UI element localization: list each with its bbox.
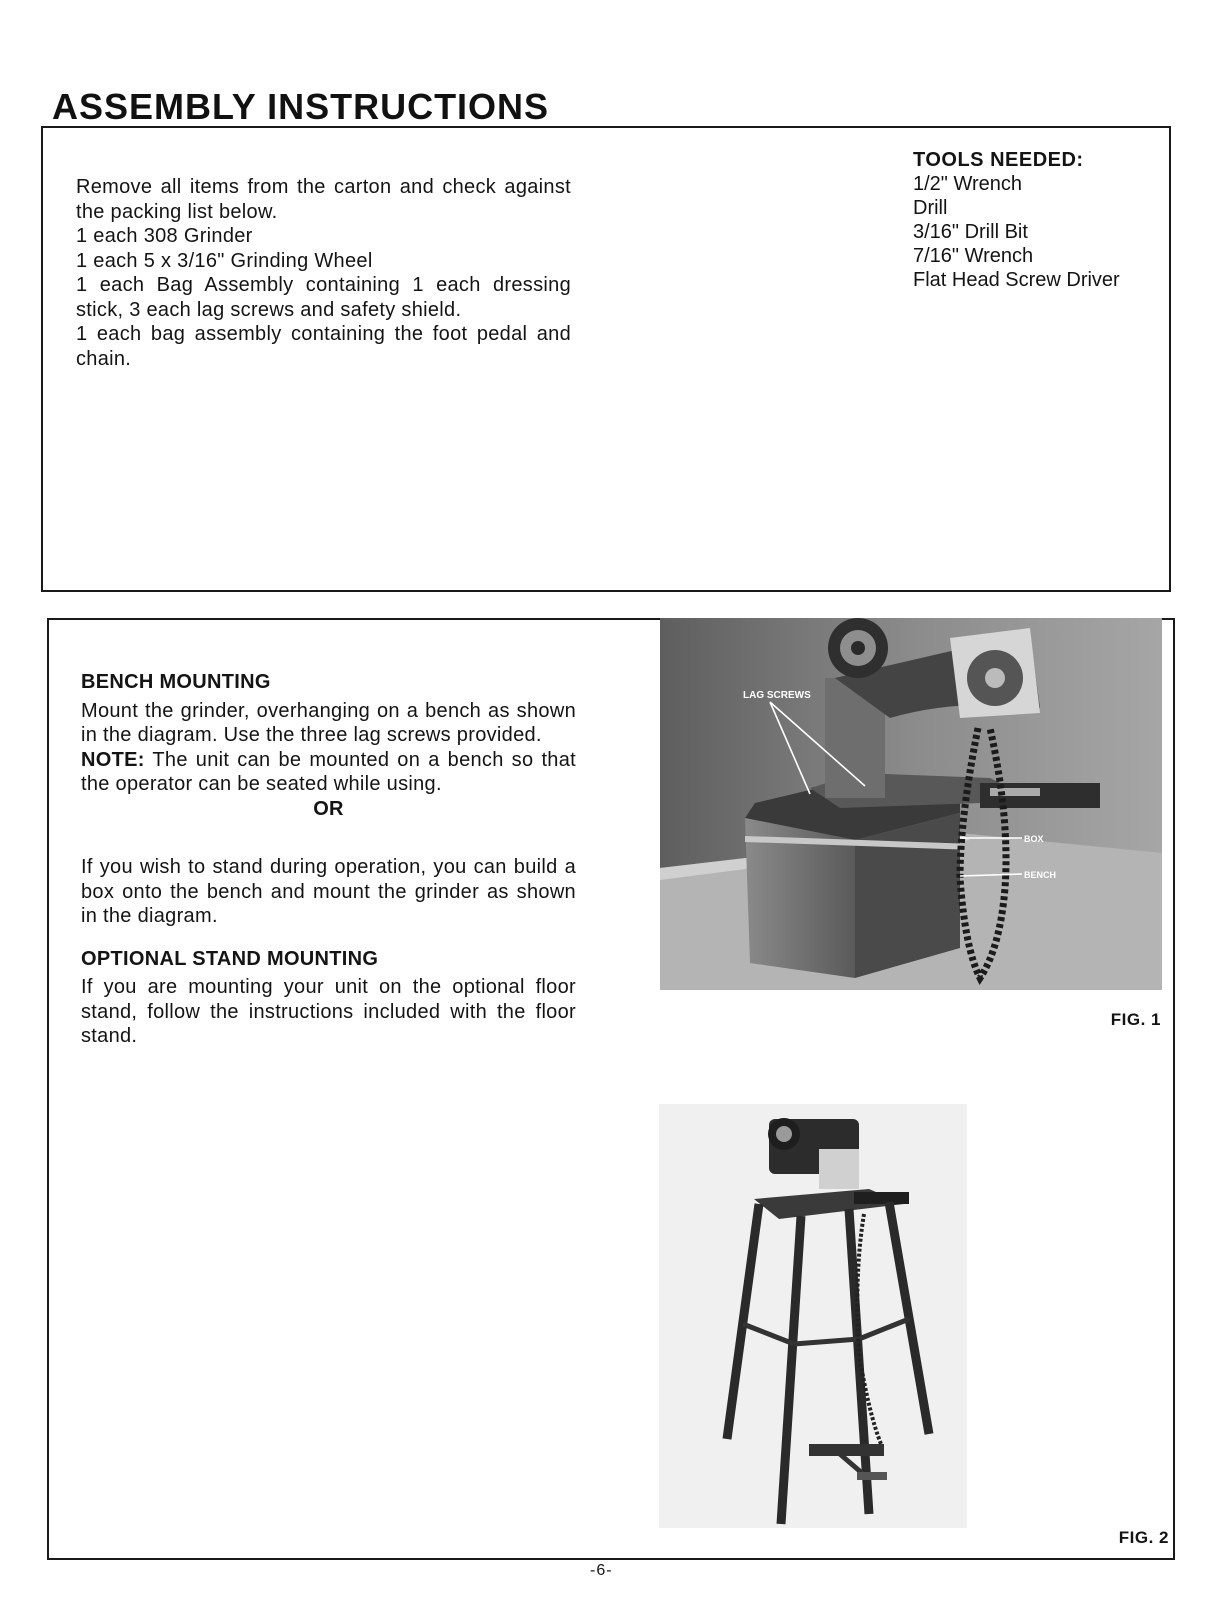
packing-item-wheel: 1 each 5 x 3/16" Grinding Wheel [76, 249, 373, 272]
fig2-illustration [659, 1104, 967, 1528]
mounting-text [81, 670, 576, 1049]
mounting-box [47, 618, 1175, 1560]
tools-list [913, 172, 1163, 292]
fig2-photo [659, 1104, 967, 1528]
fig1-photo [660, 618, 1162, 990]
tools-needed [913, 148, 1163, 292]
bench-label: BENCH [1024, 870, 1057, 880]
tool-item: 7/16" Wrench [913, 245, 1034, 267]
note-text: The unit can be mounted on a bench so that the operator can be seated while using. [81, 748, 576, 795]
fig2-caption: FIG. 2 [1118, 1528, 1169, 1547]
note-label: NOTE: [81, 748, 145, 771]
page-number: -6- [590, 1562, 613, 1579]
packing-item-pedal-bag: 1 each bag assembly containing the foot pedal and chain. [76, 323, 571, 370]
fig1-caption: FIG. 1 [1110, 1010, 1161, 1029]
optional-stand-heading: OPTIONAL STAND MOUNTING [81, 947, 379, 970]
fig1-illustration [660, 618, 1162, 990]
tool-item: Drill [913, 197, 948, 219]
packing-item-bag: 1 each Bag Assembly containing 1 each dressing stick, 3 each lag screws and safety shield. [76, 274, 571, 321]
packing-item-grinder: 1 each 308 Grinder [76, 225, 253, 247]
tool-item: 3/16" Drill Bit [913, 221, 1028, 243]
optional-stand-para: If you are mounting your unit on the optional floor stand, follow the instructions included with the floor stand. [81, 976, 576, 1047]
tool-item: Flat Head Screw Driver [913, 269, 1120, 291]
packing-list-box [41, 126, 1171, 592]
box-label: BOX [1024, 834, 1044, 844]
tools-heading: TOOLS NEEDED: [913, 149, 1084, 171]
bench-mounting-para: Mount the grinder, overhanging on a bench as shown in the diagram. Use the three lag screws provided. [81, 699, 576, 746]
tool-item: 1/2" Wrench [913, 173, 1023, 195]
page-title: ASSEMBLY INSTRUCTIONS [52, 86, 550, 127]
intro-instruction: Remove all items from the carton and check against the packing list below. [76, 176, 571, 223]
or-divider: OR [313, 797, 344, 820]
stand-box-para: If you wish to stand during operation, you can build a box onto the bench and mount the grinder as shown in the diagram. [81, 856, 576, 927]
lag-screws-label: LAG SCREWS [743, 690, 811, 701]
bench-mounting-heading: BENCH MOUNTING [81, 671, 271, 693]
packing-list-text [76, 175, 571, 371]
note-para [81, 748, 576, 797]
